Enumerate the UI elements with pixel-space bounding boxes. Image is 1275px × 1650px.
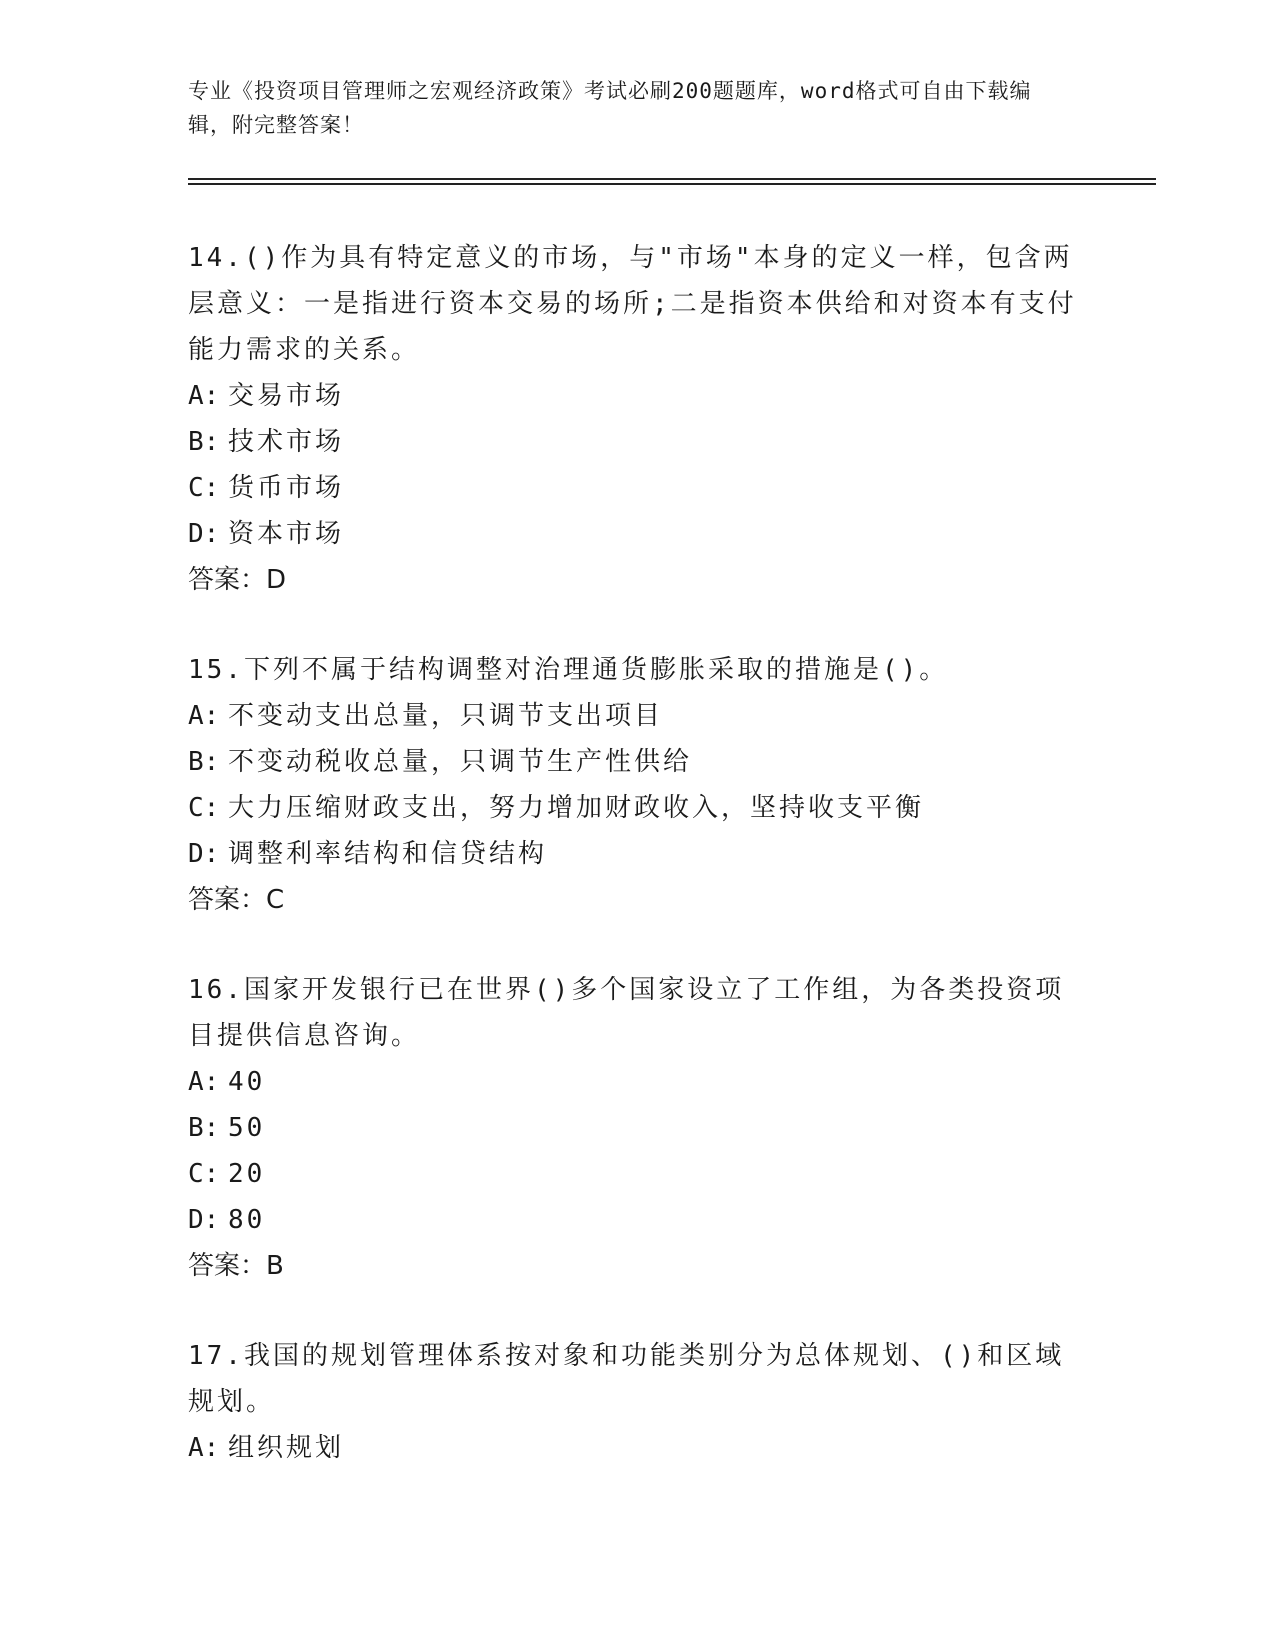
question-list (188, 235, 1088, 1515)
option-letter: A: (188, 381, 220, 411)
option-text: 不变动支出总量，只调节支出项目 (228, 701, 664, 731)
answer-line: 答案：B (188, 1251, 284, 1281)
option-text: 大力压缩财政支出，努力增加财政收入，坚持收支平衡 (228, 793, 925, 823)
option-letter: B: (188, 427, 220, 457)
option-letter: D: (188, 1205, 220, 1235)
option-letter: D: (188, 839, 220, 869)
question-17 (188, 1333, 1088, 1471)
option-letter: C: (188, 793, 220, 823)
answer-line: 答案：D (188, 565, 287, 595)
option-letter: A: (188, 1433, 220, 1463)
option-text: 50 (228, 1113, 266, 1143)
option-a (188, 373, 1088, 419)
question-stem: 15.下列不属于结构调整对治理通货膨胀采取的措施是()。 (188, 655, 949, 685)
option-b (188, 419, 1088, 465)
option-letter: A: (188, 701, 220, 731)
question-stem: 14.()作为具有特定意义的市场，与"市场"本身的定义一样，包含两层意义：一是指进行资本交易的场所;二是指资本供给和对资本有支付能力需求的关系。 (188, 243, 1077, 365)
option-d (188, 1197, 1088, 1243)
option-a (188, 1425, 1088, 1471)
option-c (188, 785, 1088, 831)
option-letter: B: (188, 747, 220, 777)
option-letter: C: (188, 473, 220, 503)
option-d (188, 511, 1088, 557)
option-letter: B: (188, 1113, 220, 1143)
option-b (188, 1105, 1088, 1151)
option-text: 调整利率结构和信贷结构 (228, 839, 548, 869)
option-text: 资本市场 (228, 519, 345, 549)
question-15 (188, 647, 1088, 923)
option-a (188, 1059, 1088, 1105)
option-letter: A: (188, 1067, 220, 1097)
option-text: 技术市场 (228, 427, 345, 457)
option-a (188, 693, 1088, 739)
question-stem: 17.我国的规划管理体系按对象和功能类别分为总体规划、()和区域规划。 (188, 1341, 1065, 1417)
document-header: 专业《投资项目管理师之宏观经济政策》考试必刷200题题库，word格式可自由下载编辑，附完整答案！ (188, 79, 1032, 137)
option-letter: D: (188, 519, 220, 549)
option-text: 货币市场 (228, 473, 345, 503)
question-14 (188, 235, 1088, 603)
header-rule-top (188, 178, 1156, 180)
option-text: 不变动税收总量，只调节生产性供给 (228, 747, 693, 777)
option-c (188, 465, 1088, 511)
question-16 (188, 967, 1088, 1289)
header-rule-bottom (188, 183, 1156, 185)
option-d (188, 831, 1088, 877)
option-text: 组织规划 (228, 1433, 345, 1463)
answer-line: 答案：C (188, 885, 285, 915)
question-stem: 16.国家开发银行已在世界()多个国家设立了工作组，为各类投资项目提供信息咨询。 (188, 975, 1065, 1051)
option-text: 20 (228, 1159, 266, 1189)
option-b (188, 739, 1088, 785)
option-text: 40 (228, 1067, 266, 1097)
option-text: 交易市场 (228, 381, 345, 411)
option-text: 80 (228, 1205, 266, 1235)
option-letter: C: (188, 1159, 220, 1189)
option-c (188, 1151, 1088, 1197)
